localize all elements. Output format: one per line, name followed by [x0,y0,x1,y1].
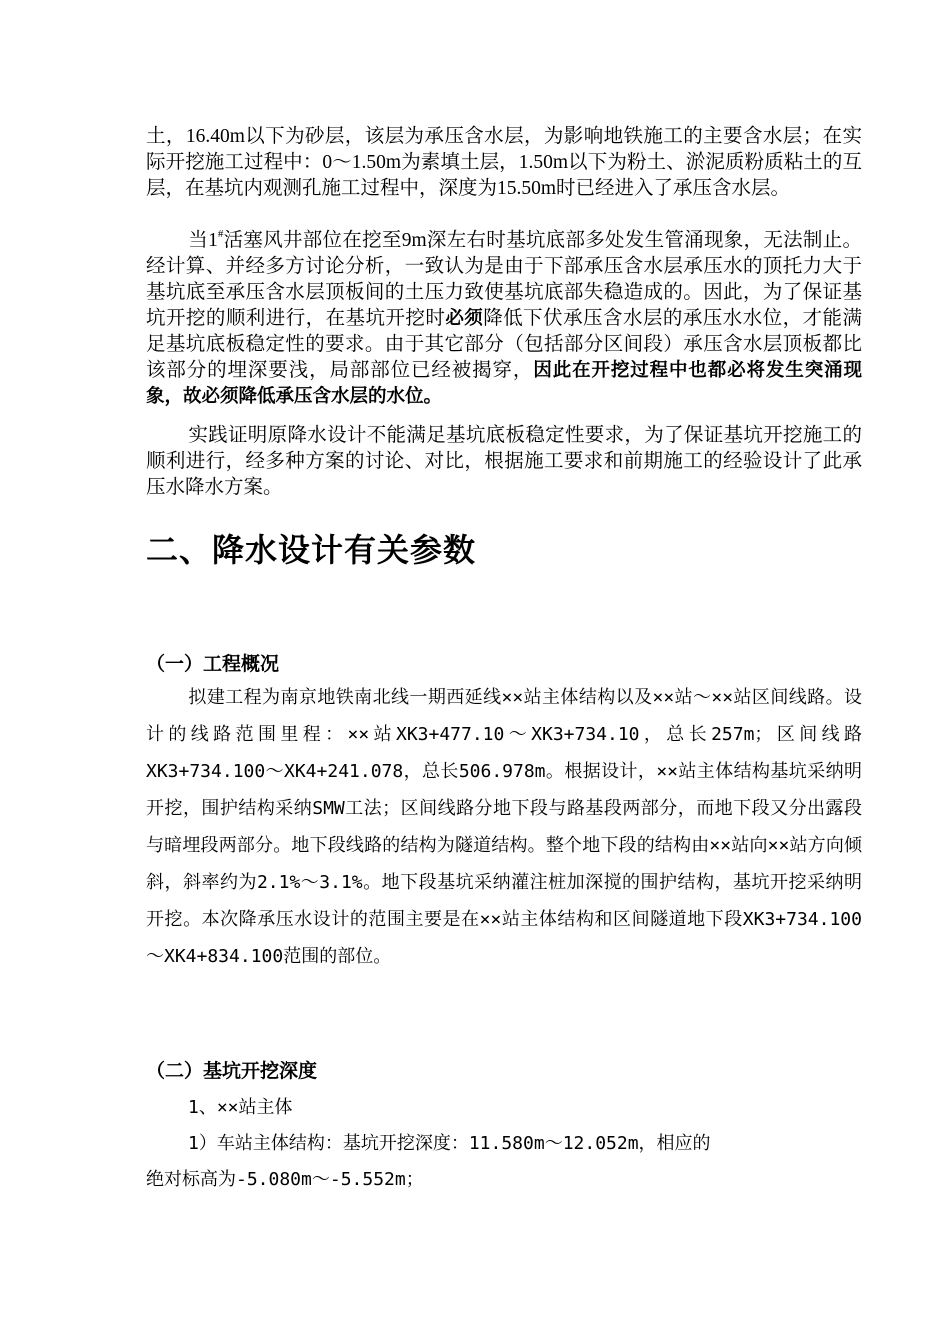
list-item-main-structure: 1）车站主体结构：基坑开挖深度：11.580m～12.052m，相应的 [188,1133,711,1154]
section-heading-parameters: 二、降水设计有关参数 [146,531,477,569]
paragraph-piping-text-2: 活塞风井部位在挖至9m深左右时基坑底部多处发生管涌现象，无法制止。经计算、并经多方讨论分析，一致认为是由于下部承压含水层承压水的顶托力大于基坑底至承压含水层顶板间的土压力致使基坑底部失稳造成的。因此，为了保证基坑开挖的顺利进行，在基坑开挖时 [146,230,862,329]
paragraph-piping-text-1: 当1 [188,230,218,251]
list-item-station: 1、××站主体 [188,1097,293,1118]
emphasis-must: 必须 [445,308,484,329]
subsection-heading-overview: （一）工程概况 [146,653,280,675]
emphasis-conclusion: 因此在开挖过程中也都必将发生突涌现象，故必须降低承压含水层的水位。 [146,360,862,407]
paragraph-strata-text: 土，16.40m以下为砂层，该层为承压含水层，为影响地铁施工的主要含水层；在实际开挖施工过程中：0～1.50m为素填土层，1.50m以下为粉土、淤泥质粉质粘土的互层，在基坑内观测孔施工过程中，深度为15.50m时已经进入了承压含水层。 [146,126,862,199]
paragraph-practice-text: 实践证明原降水设计不能满足基坑底板稳定性要求，为了保证基坑开挖施工的顺利进行，经多种方案的讨论、对比，根据施工要求和前期施工的经验设计了此承压水降水方案。 [146,425,862,498]
paragraph-piping [146,228,862,410]
list-item-main-structure-cont: 绝对标高为-5.080m～-5.552m； [146,1169,424,1190]
paragraph-strata [146,124,862,202]
paragraph-overview-text: 拟建工程为南京地铁南北线一期西延线××站主体结构以及××站～××站区间线路。设计的线路范围里程：××站XK3+477.10～XK3+734.10，总长257m；区间线路XK3+734.100～XK4+241.078，总长506.978m。根据设计，××站主体结构基坑采纳明开挖，围护结构采纳SMW工法；区间线路分地下段与路基段两部分，而地下段又分出露段与暗埋段两部分。地下段线路的结构为隧道结构。整个地下段的结构由××站向××站方向倾斜，斜率约为2.1%～3.1%。地下段基坑采纳灌注桩加深搅的围护结构，基坑开挖采纳明开挖。本次降承压水设计的范围主要是在××站主体结构和区间隧道地下段XK3+734.100～XK4+834.100范围的部位。 [146,687,862,967]
paragraph-piping-text-3: 降低下伏承压含水层的承压水水位，才能满足基坑底板稳定性的要求。由于其它部分（包括部分区间段）承压含水层顶板都比该部分的埋深要浅，局部部位已经被揭穿， [146,308,862,381]
paragraph-overview [146,679,862,975]
superscript-hash: # [217,227,224,240]
subsection-heading-depth: （二）基坑开挖深度 [146,1060,318,1082]
paragraph-practice [146,423,862,501]
